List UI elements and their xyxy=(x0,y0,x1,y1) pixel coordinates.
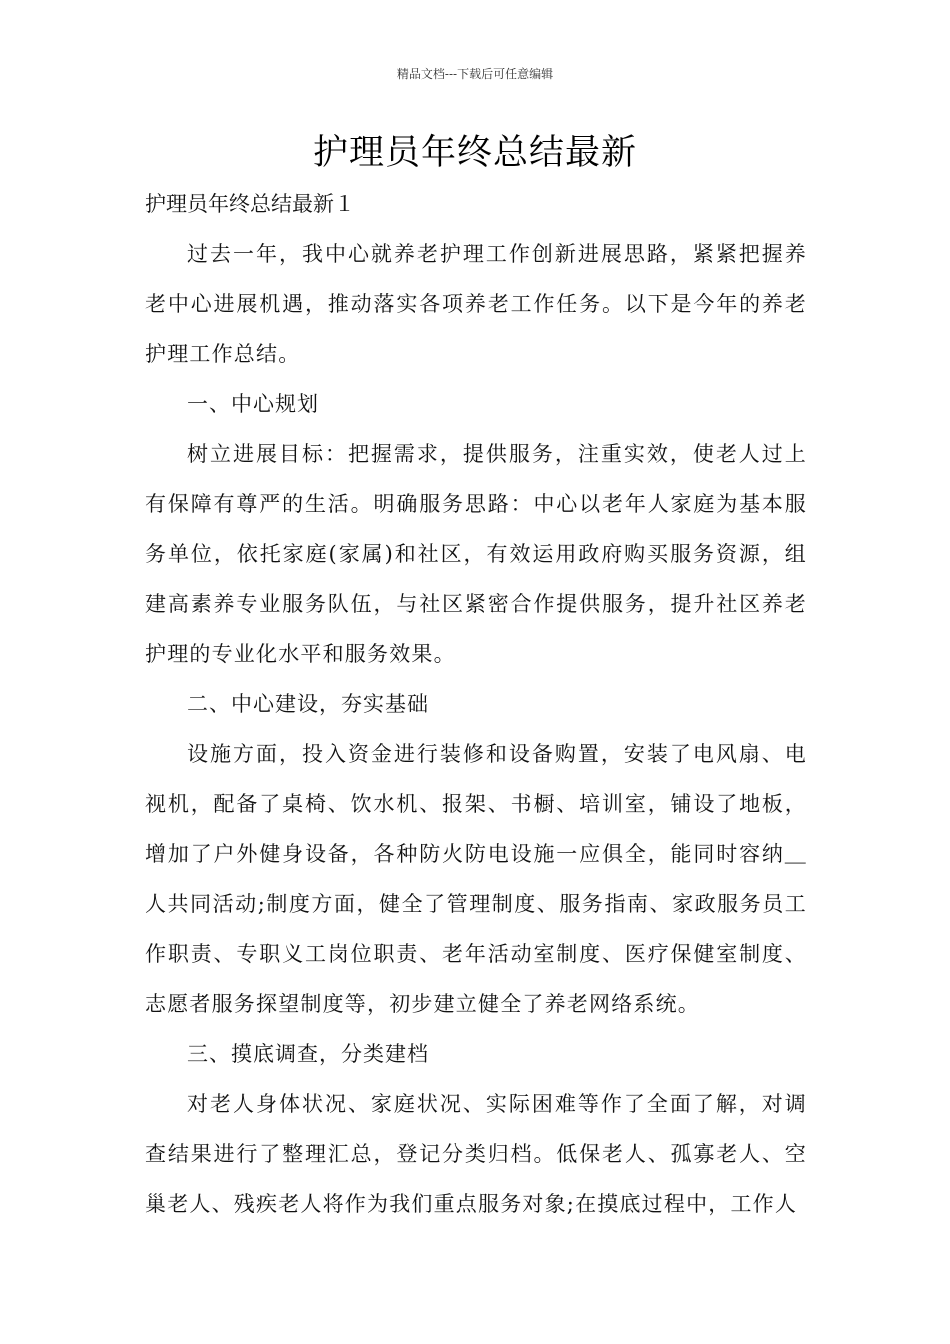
document-subtitle: 护理员年终总结最新１ xyxy=(145,192,355,216)
header-note: 精品文档---下载后可任意编辑 xyxy=(396,67,554,81)
document-title: 护理员年终总结最新 xyxy=(312,133,637,173)
paragraph-planning: 树立进展目标：把握需求，提供服务，注重实效，使老人过上有保障有尊严的生活。明确服务思路：中心以老年人家庭为基本服务单位，依托家庭(家属)和社区，有效运用政府购买服务资源，组建高素养专业服务队伍，与社区紧密合作提供服务，提升社区养老护理的专业化水平和服务效果。 xyxy=(145,442,807,666)
section-heading-planning: 一、中心规划 xyxy=(187,392,319,416)
section-heading-construction: 二、中心建设，夯实基础 xyxy=(187,692,429,716)
paragraph-construction: 设施方面，投入资金进行装修和设备购置，安装了电风扇、电视机，配备了桌椅、饮水机、报架、书橱、培训室，铺设了地板，增加了户外健身设备，各种防火防电设施一应俱全，能同时容纳＿人共同活动;制度方面，健全了管理制度、服务指南、家政服务员工作职责、专职义工岗位职责、老年活动室制度、医疗保健室制度、志愿者服务探望制度等，初步建立健全了养老网络系统。 xyxy=(145,742,807,1016)
paragraph-survey: 对老人身体状况、家庭状况、实际困难等作了全面了解，对调查结果进行了整理汇总，登记分类归档。低保老人、孤寡老人、空巢老人、残疾老人将作为我们重点服务对象;在摸底过程中，工作人 xyxy=(145,1092,807,1216)
document-body xyxy=(145,179,807,1229)
paragraph-intro: 过去一年，我中心就养老护理工作创新进展思路，紧紧把握养老中心进展机遇，推动落实各项养老工作任务。以下是今年的养老护理工作总结。 xyxy=(145,242,807,366)
section-heading-survey: 三、摸底调查，分类建档 xyxy=(187,1042,429,1066)
